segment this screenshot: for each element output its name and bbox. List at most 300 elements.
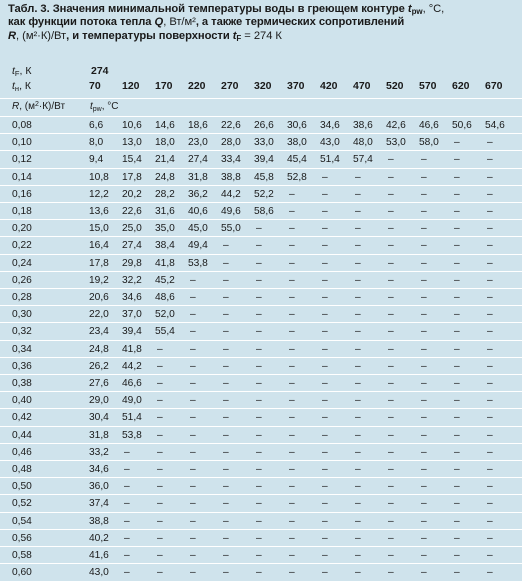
- table-cell: –: [223, 464, 229, 475]
- table-cell: –: [388, 188, 394, 200]
- subheader-row: [0, 98, 522, 116]
- table-cell: –: [388, 378, 394, 389]
- table-cell: 53,0: [386, 137, 406, 149]
- r-value: 0,34: [12, 343, 32, 355]
- table-row: [0, 391, 522, 408]
- table-cell: 28,2: [155, 188, 175, 200]
- table-cell: –: [157, 343, 163, 355]
- table-cell: 38,6: [353, 120, 373, 131]
- table-cell: 22,6: [221, 120, 241, 131]
- table-cell: –: [454, 292, 460, 303]
- tn-value: 620: [452, 80, 470, 92]
- table-cell: –: [289, 498, 295, 510]
- table-cell: –: [190, 446, 196, 458]
- table-cell: –: [421, 171, 427, 183]
- table-cell: –: [322, 223, 328, 235]
- table-cell: –: [487, 309, 493, 321]
- table-cell: –: [256, 378, 262, 389]
- table-cell: –: [223, 446, 229, 458]
- table-cell: 45,4: [287, 154, 307, 166]
- table-cell: 22,6: [122, 206, 142, 217]
- table-cell: –: [190, 343, 196, 355]
- table-cell: –: [454, 429, 460, 441]
- table-cell: 40,2: [89, 532, 109, 544]
- table-cell: 14,6: [155, 120, 175, 131]
- table-cell: –: [157, 550, 163, 561]
- table-cell: –: [124, 515, 130, 527]
- table-cell: –: [256, 567, 262, 579]
- table-cell: –: [487, 464, 493, 475]
- table-cell: –: [322, 532, 328, 544]
- caption-line-2: как функции потока тепла Q, Вт/м², а также термических сопротивлений: [8, 16, 405, 29]
- table-cell: –: [157, 395, 163, 407]
- table-cell: 33,4: [221, 154, 241, 166]
- r-value: 0,58: [12, 550, 32, 561]
- table-cell: 32,2: [122, 274, 142, 286]
- table-cell: 48,6: [155, 292, 175, 303]
- table-cell: 57,4: [353, 154, 373, 166]
- table-cell: –: [322, 550, 328, 561]
- table-caption: [8, 3, 518, 43]
- table-cell: 52,8: [287, 171, 307, 183]
- table-cell: 24,8: [155, 171, 175, 183]
- table-cell: –: [355, 240, 361, 252]
- r-value: 0,42: [12, 412, 32, 424]
- r-value: 0,22: [12, 240, 32, 252]
- table-cell: –: [421, 240, 427, 252]
- table-cell: –: [388, 154, 394, 166]
- table-cell: –: [487, 532, 493, 544]
- tn-value: 270: [221, 80, 239, 92]
- table-cell: –: [454, 137, 460, 149]
- table-row: [0, 150, 522, 167]
- table-cell: 36,0: [89, 481, 109, 493]
- tn-value: 670: [485, 80, 503, 92]
- table-row: [0, 202, 522, 219]
- table-cell: –: [322, 188, 328, 200]
- table-cell: –: [322, 326, 328, 338]
- table-cell: –: [223, 326, 229, 338]
- table-cell: –: [421, 292, 427, 303]
- table-cell: –: [454, 240, 460, 252]
- table-cell: –: [487, 292, 493, 303]
- table-row: [0, 288, 522, 305]
- table-cell: 17,8: [89, 257, 109, 269]
- table-cell: –: [322, 481, 328, 493]
- table-cell: –: [355, 223, 361, 235]
- table-cell: –: [421, 429, 427, 441]
- r-value: 0,32: [12, 326, 32, 338]
- table-cell: –: [355, 498, 361, 510]
- table-cell: –: [487, 498, 493, 510]
- table-cell: –: [190, 532, 196, 544]
- table-cell: –: [388, 171, 394, 183]
- table-cell: –: [355, 395, 361, 407]
- r-value: 0,40: [12, 395, 32, 407]
- table-cell: 10,8: [89, 171, 109, 183]
- table-cell: –: [289, 446, 295, 458]
- table-cell: –: [421, 274, 427, 286]
- table-cell: –: [388, 446, 394, 458]
- table-cell: –: [124, 567, 130, 579]
- r-value: 0,14: [12, 171, 32, 183]
- table-cell: –: [421, 343, 427, 355]
- caption-line-3: R, (м²·К)/Вт, и температуры поверхности $t_F = 274$ К: [8, 29, 282, 43]
- table-cell: –: [355, 257, 361, 269]
- r-value: 0,50: [12, 481, 32, 493]
- table-cell: –: [124, 532, 130, 544]
- table-cell: –: [355, 188, 361, 200]
- table-cell: –: [454, 274, 460, 286]
- table-cell: –: [355, 360, 361, 372]
- table-cell: 29,8: [122, 257, 142, 269]
- table-cell: –: [355, 429, 361, 441]
- table-cell: 34,6: [122, 292, 142, 303]
- table-cell: –: [256, 240, 262, 252]
- table-cell: –: [322, 171, 328, 183]
- table-cell: –: [487, 240, 493, 252]
- table-cell: –: [190, 309, 196, 321]
- tpw-label: $t_{pw}$, °С: [90, 101, 119, 113]
- table-cell: –: [322, 343, 328, 355]
- table-cell: –: [322, 412, 328, 424]
- table-cell: –: [289, 412, 295, 424]
- table-cell: –: [157, 481, 163, 493]
- table-cell: –: [157, 378, 163, 389]
- table-cell: –: [256, 429, 262, 441]
- tn-value: 570: [419, 80, 437, 92]
- table-cell: –: [388, 532, 394, 544]
- table-cell: –: [289, 206, 295, 217]
- table-cell: 22,0: [89, 309, 109, 321]
- table-cell: –: [124, 550, 130, 561]
- table-cell: –: [454, 257, 460, 269]
- table-cell: –: [223, 429, 229, 441]
- table-cell: –: [454, 481, 460, 493]
- table-cell: –: [454, 309, 460, 321]
- table-cell: –: [223, 550, 229, 561]
- table-cell: 49,4: [188, 240, 208, 252]
- table-cell: –: [322, 360, 328, 372]
- table-cell: –: [388, 240, 394, 252]
- table-cell: –: [289, 464, 295, 475]
- table-cell: 39,4: [254, 154, 274, 166]
- table-cell: –: [454, 378, 460, 389]
- tf-label: $t_F$, К: [12, 65, 32, 78]
- table-cell: –: [289, 378, 295, 389]
- table-cell: –: [454, 532, 460, 544]
- table-cell: –: [355, 206, 361, 217]
- table-cell: –: [322, 309, 328, 321]
- table-cell: –: [289, 309, 295, 321]
- table-cell: –: [388, 395, 394, 407]
- table-cell: 42,6: [386, 120, 406, 131]
- table-cell: 52,2: [254, 188, 274, 200]
- table-cell: –: [223, 532, 229, 544]
- r-value: 0,28: [12, 292, 32, 303]
- table-cell: 15,4: [122, 154, 142, 166]
- table-cell: –: [421, 360, 427, 372]
- table-cell: –: [421, 188, 427, 200]
- table-cell: 46,6: [122, 378, 142, 389]
- table-cell: –: [388, 274, 394, 286]
- table-cell: –: [256, 550, 262, 561]
- table-cell: 37,4: [89, 498, 109, 510]
- table-cell: –: [388, 412, 394, 424]
- r-value: 0,54: [12, 515, 32, 527]
- table-cell: –: [190, 567, 196, 579]
- table-cell: –: [355, 378, 361, 389]
- table-cell: –: [322, 257, 328, 269]
- r-value: 0,36: [12, 360, 32, 372]
- table-cell: –: [388, 550, 394, 561]
- table-cell: –: [322, 446, 328, 458]
- table-cell: –: [223, 240, 229, 252]
- table-cell: 15,0: [89, 223, 109, 235]
- table-cell: –: [157, 360, 163, 372]
- table-cell: 53,8: [188, 257, 208, 269]
- table-cell: –: [157, 412, 163, 424]
- table-cell: –: [223, 378, 229, 389]
- table-row: [0, 426, 522, 443]
- table-cell: –: [256, 257, 262, 269]
- tn-value: 320: [254, 80, 272, 92]
- table-cell: 38,8: [221, 171, 241, 183]
- table-cell: –: [322, 206, 328, 217]
- table-cell: –: [487, 395, 493, 407]
- table-cell: 12,2: [89, 188, 109, 200]
- table-cell: –: [388, 360, 394, 372]
- r-value: 0,08: [12, 120, 32, 131]
- table-cell: –: [355, 274, 361, 286]
- table-cell: –: [421, 464, 427, 475]
- table-cell: 45,2: [155, 274, 175, 286]
- table-cell: 39,4: [122, 326, 142, 338]
- table-cell: –: [223, 481, 229, 493]
- table-cell: 23,4: [89, 326, 109, 338]
- table-cell: 38,0: [287, 137, 307, 149]
- table-cell: –: [322, 395, 328, 407]
- table-cell: –: [487, 154, 493, 166]
- table-cell: –: [388, 429, 394, 441]
- table-cell: –: [322, 498, 328, 510]
- table-row: [0, 133, 522, 150]
- table-cell: –: [454, 395, 460, 407]
- table-cell: –: [487, 429, 493, 441]
- table-cell: –: [355, 464, 361, 475]
- r-value: 0,16: [12, 188, 32, 200]
- table-cell: 41,8: [122, 343, 142, 355]
- r-label: R, $(м^2\cdot К)/Вт$: [12, 101, 66, 112]
- table-cell: –: [322, 292, 328, 303]
- table-cell: –: [454, 343, 460, 355]
- table-cell: –: [190, 360, 196, 372]
- table-cell: –: [289, 550, 295, 561]
- table-cell: –: [124, 464, 130, 475]
- table-cell: –: [487, 223, 493, 235]
- table-cell: –: [421, 378, 427, 389]
- table-row: [0, 236, 522, 253]
- r-value: 0,46: [12, 446, 32, 458]
- r-value: 0,12: [12, 154, 32, 166]
- table-cell: –: [223, 292, 229, 303]
- table-cell: –: [124, 481, 130, 493]
- table-cell: –: [355, 292, 361, 303]
- table-row: [0, 460, 522, 477]
- table-cell: –: [421, 498, 427, 510]
- table-cell: –: [487, 274, 493, 286]
- table-cell: 43,0: [89, 567, 109, 579]
- table-cell: 34,6: [320, 120, 340, 131]
- table-cell: –: [454, 360, 460, 372]
- table-row: [0, 529, 522, 546]
- table-cell: 18,6: [188, 120, 208, 131]
- table-cell: –: [124, 446, 130, 458]
- table-cell: –: [223, 343, 229, 355]
- table-cell: –: [223, 309, 229, 321]
- table-cell: –: [421, 309, 427, 321]
- table-cell: –: [487, 550, 493, 561]
- tn-value: 420: [320, 80, 338, 92]
- table-cell: –: [289, 567, 295, 579]
- table-cell: –: [322, 464, 328, 475]
- table-cell: 25,0: [122, 223, 142, 235]
- table-cell: –: [454, 171, 460, 183]
- table-cell: –: [487, 481, 493, 493]
- table-cell: 41,6: [89, 550, 109, 561]
- table-row: [0, 219, 522, 236]
- table-row: [0, 357, 522, 374]
- table-cell: –: [454, 464, 460, 475]
- table-cell: –: [190, 464, 196, 475]
- table-cell: –: [421, 515, 427, 527]
- table-row: [0, 254, 522, 271]
- table-cell: –: [454, 223, 460, 235]
- table-cell: –: [289, 481, 295, 493]
- table-cell: –: [421, 257, 427, 269]
- tn-value: 370: [287, 80, 305, 92]
- table-cell: 30,6: [287, 120, 307, 131]
- table-cell: –: [190, 395, 196, 407]
- table-cell: –: [355, 550, 361, 561]
- table-cell: –: [256, 481, 262, 493]
- table-cell: –: [289, 188, 295, 200]
- table-cell: –: [355, 567, 361, 579]
- table-cell: –: [388, 481, 394, 493]
- table-cell: –: [421, 412, 427, 424]
- table-cell: 44,2: [221, 188, 241, 200]
- table-cell: –: [454, 154, 460, 166]
- table-cell: –: [256, 292, 262, 303]
- table-cell: 46,6: [419, 120, 439, 131]
- table-cell: 20,2: [122, 188, 142, 200]
- table-cell: –: [256, 395, 262, 407]
- table-cell: –: [355, 481, 361, 493]
- table-cell: –: [223, 360, 229, 372]
- table-cell: 49,0: [122, 395, 142, 407]
- table-cell: 43,0: [320, 137, 340, 149]
- table-cell: 38,4: [155, 240, 175, 252]
- table-cell: –: [487, 188, 493, 200]
- table-cell: –: [388, 223, 394, 235]
- table-cell: 17,8: [122, 171, 142, 183]
- table-cell: –: [223, 395, 229, 407]
- table-cell: 31,6: [155, 206, 175, 217]
- table-cell: –: [355, 532, 361, 544]
- table-cell: –: [157, 446, 163, 458]
- tn-value: 470: [353, 80, 371, 92]
- table-cell: –: [223, 567, 229, 579]
- table-cell: –: [190, 292, 196, 303]
- table-cell: –: [289, 274, 295, 286]
- table-cell: 24,8: [89, 343, 109, 355]
- table-cell: –: [487, 257, 493, 269]
- table-cell: 16,4: [89, 240, 109, 252]
- table-cell: –: [454, 206, 460, 217]
- table-cell: –: [454, 567, 460, 579]
- r-value: 0,30: [12, 309, 32, 321]
- table-cell: –: [487, 137, 493, 149]
- table-cell: –: [388, 206, 394, 217]
- table-cell: –: [487, 206, 493, 217]
- r-value: 0,48: [12, 464, 32, 475]
- table-cell: –: [454, 326, 460, 338]
- table-cell: –: [322, 378, 328, 389]
- table-cell: –: [190, 378, 196, 389]
- table-cell: –: [322, 274, 328, 286]
- table-row: [0, 563, 522, 580]
- table-cell: –: [124, 498, 130, 510]
- table-cell: 53,8: [122, 429, 142, 441]
- table-cell: 9,4: [89, 154, 104, 166]
- table-cell: 27,4: [188, 154, 208, 166]
- table-cell: 21,4: [155, 154, 175, 166]
- table-cell: –: [223, 412, 229, 424]
- table-cell: –: [421, 481, 427, 493]
- table-cell: –: [223, 274, 229, 286]
- table-cell: –: [223, 257, 229, 269]
- table-cell: –: [421, 567, 427, 579]
- table-cell: –: [190, 481, 196, 493]
- table-cell: –: [322, 240, 328, 252]
- table-cell: –: [454, 446, 460, 458]
- table-cell: –: [355, 326, 361, 338]
- table-cell: –: [289, 257, 295, 269]
- r-value: 0,60: [12, 567, 32, 579]
- table-row: [0, 185, 522, 202]
- table-cell: –: [421, 154, 427, 166]
- table-cell: –: [289, 515, 295, 527]
- table-cell: 55,4: [155, 326, 175, 338]
- table-cell: –: [289, 326, 295, 338]
- table-cell: 51,4: [122, 412, 142, 424]
- table-cell: –: [421, 532, 427, 544]
- table-cell: 51,4: [320, 154, 340, 166]
- r-value: 0,26: [12, 274, 32, 286]
- table-cell: 28,0: [221, 137, 241, 149]
- table-cell: 45,0: [188, 223, 208, 235]
- table-cell: –: [289, 343, 295, 355]
- table-cell: –: [355, 171, 361, 183]
- table-cell: –: [388, 257, 394, 269]
- table-cell: –: [289, 429, 295, 441]
- table-cell: –: [487, 343, 493, 355]
- table-cell: 38,8: [89, 515, 109, 527]
- table-cell: –: [421, 446, 427, 458]
- table-cell: 31,8: [188, 171, 208, 183]
- table-cell: –: [190, 429, 196, 441]
- r-value: 0,44: [12, 429, 32, 441]
